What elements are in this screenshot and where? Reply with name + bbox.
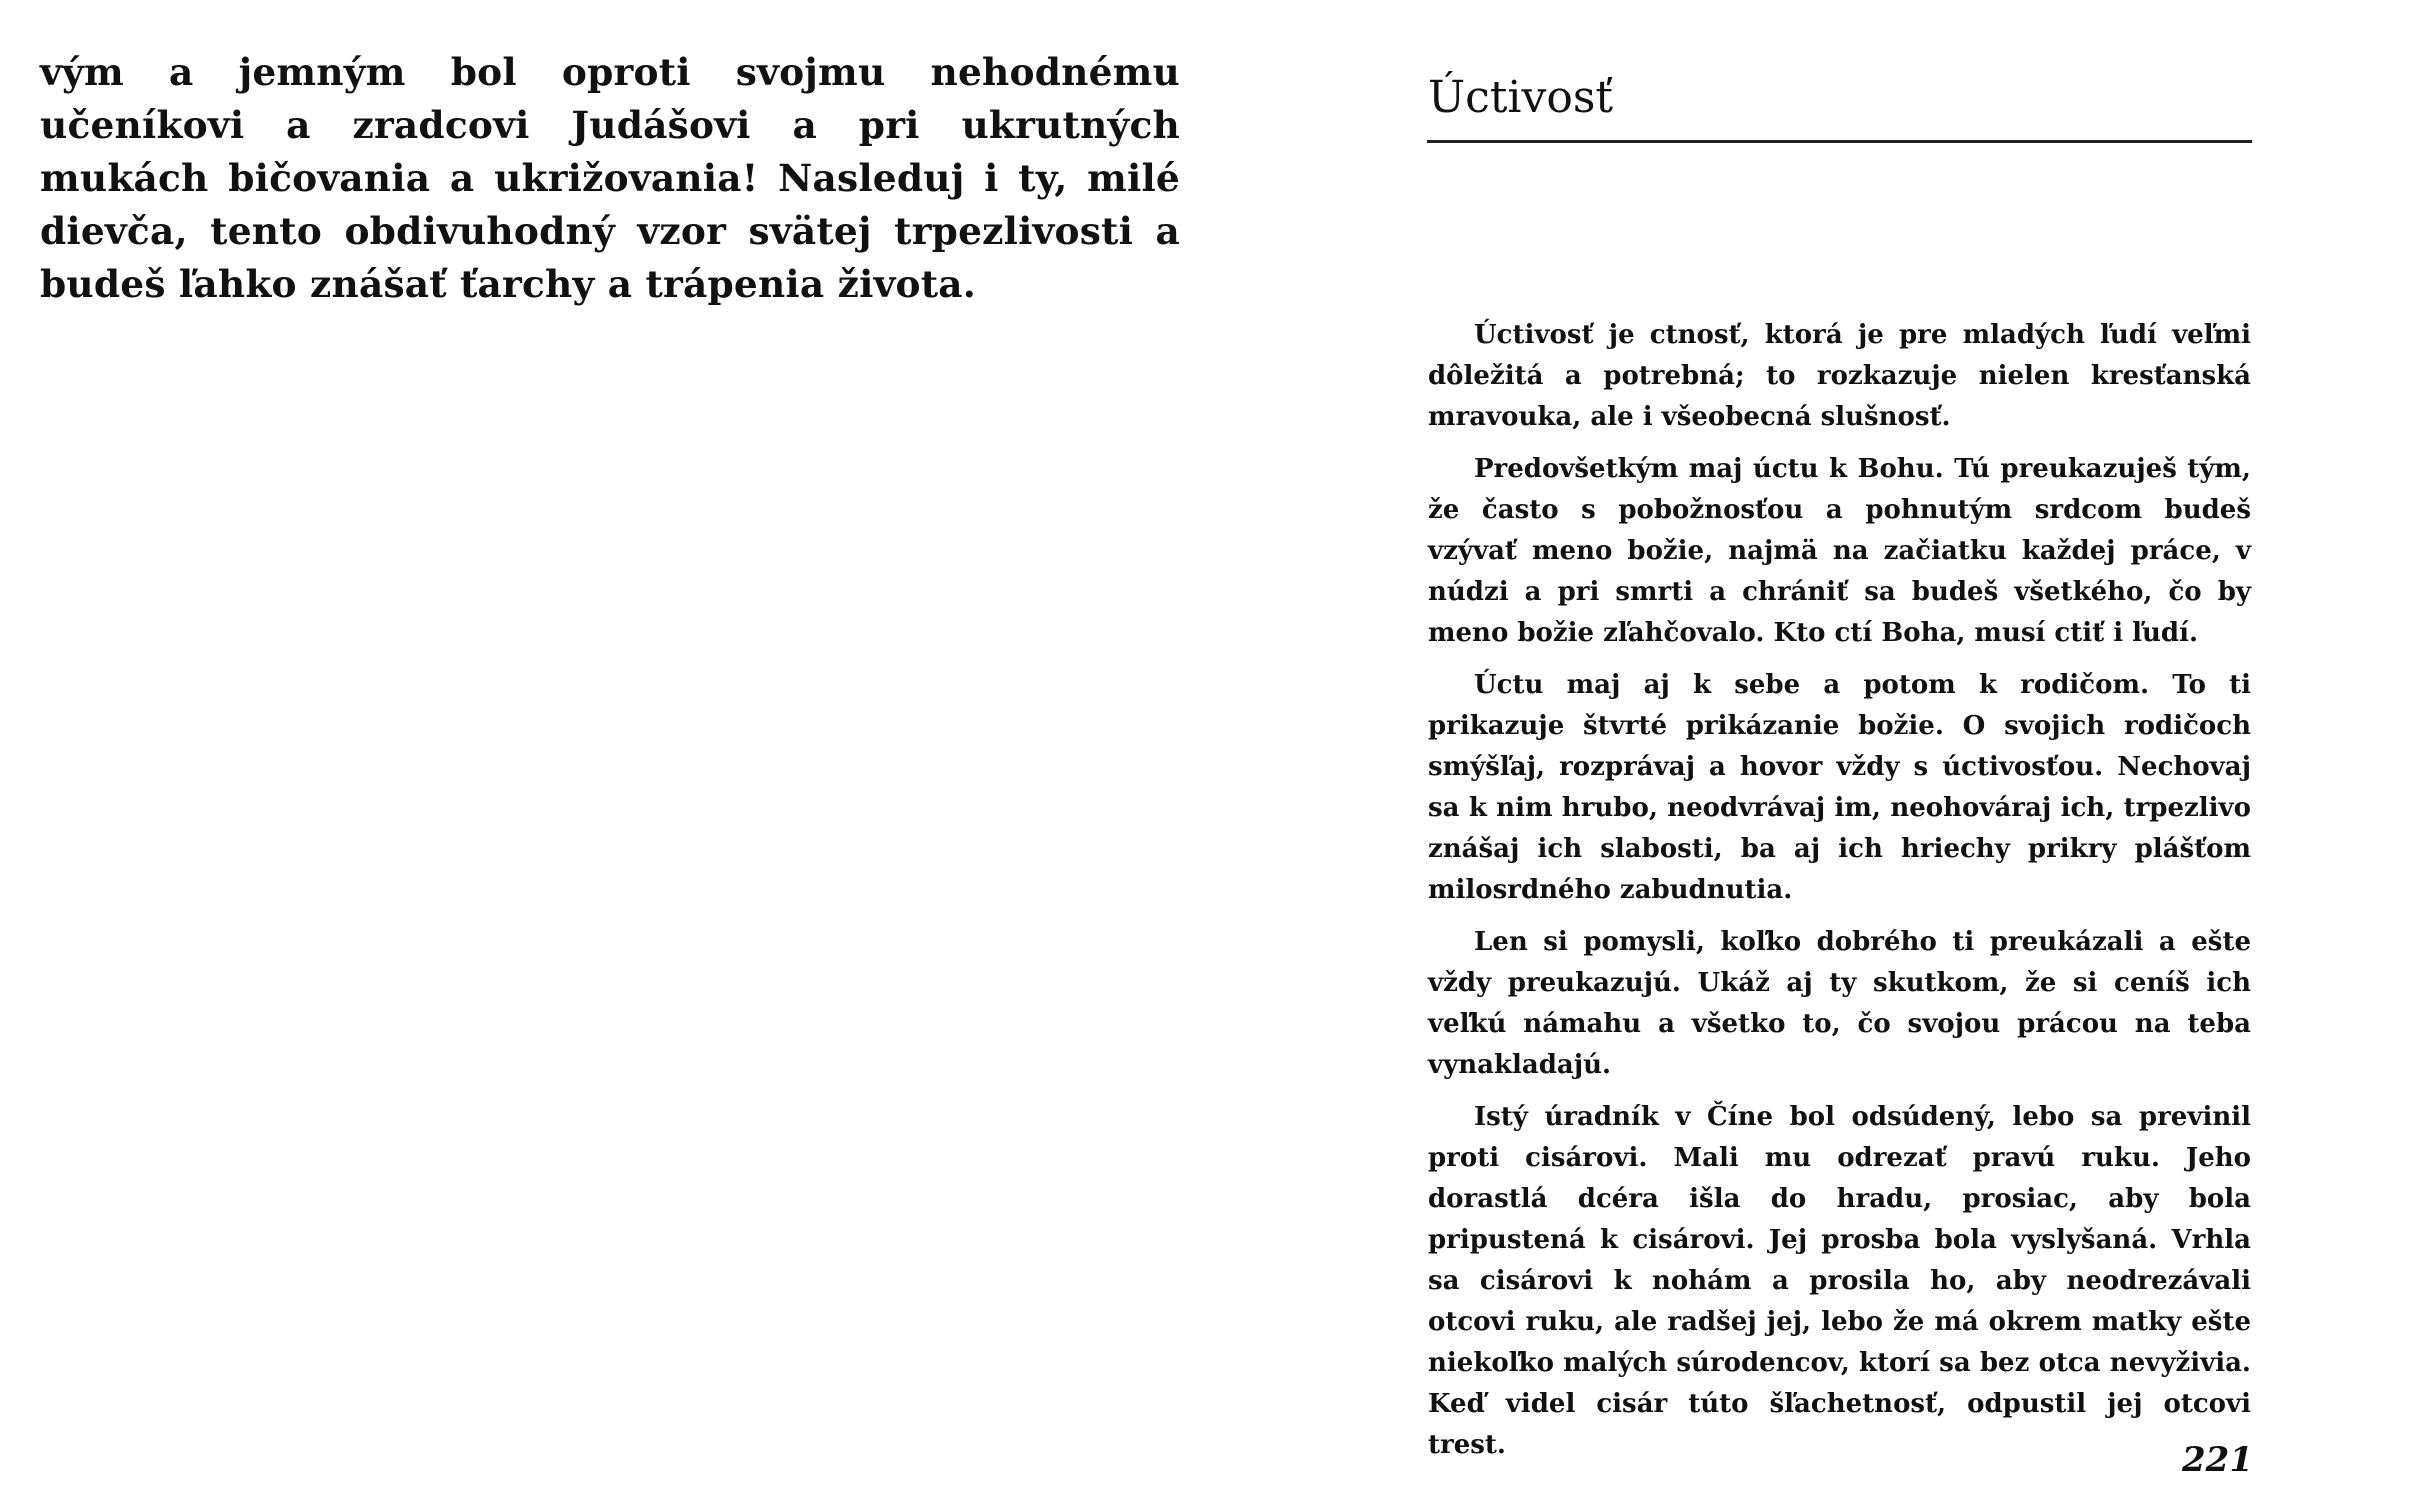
chapter-title: Úctivosť [1428, 72, 1614, 123]
page-number: 221 [2182, 1440, 2253, 1480]
right-page [1210, 0, 2420, 1500]
body-paragraph: Predovšetkým maj úctu k Bohu. Tú preukazuješ tým, že často s pobožnosťou a pohnutým srdcom budeš vzývať meno božie, najmä na začiatku každej práce, v núdzi a pri smrti a chrániť sa budeš všetkého, čo by meno božie zľahčovalo. Kto ctí Boha, musí ctiť i ľudí. [1428, 454, 2251, 648]
body-paragraph: Úctu maj aj k sebe a potom k rodičom. To ti prikazuje štvrté prikázanie božie. O svojich rodičoch smýšľaj, rozprávaj a hovor vždy s úctivosťou. Nechovaj sa k nim hrubo, neodvrávaj im, neohováraj ich, trpezlivo znášaj ich slabosti, ba aj ich hriechy prikry plášťom milosrdného zabudnutia. [1428, 670, 2251, 905]
title-underline [1427, 140, 2252, 143]
body-paragraph: Úctivosť je ctnosť, ktorá je pre mladých ľudí veľmi dôležitá a potrebná; to rozkazuje nielen kresťanská mravouka, ale i všeobecná slušnosť. [1428, 320, 2251, 432]
body-paragraph: Istý úradník v Číne bol odsúdený, lebo sa previnil proti cisárovi. Mali mu odrezať pravú ruku. Jeho dorastlá dcéra išla do hradu, prosiac, aby bola pripustená k cisárovi. Jej prosba bola vyslyšaná. Vrhla sa cisárovi k nohám a prosila ho, aby neodrezávali otcovi ruku, ale radšej jej, lebo že má okrem matky ešte niekoľko malých súrodencov, ktorí sa bez otca nevyživia. Keď videl cisár túto šľachetnosť, odpustil jej otcovi trest. [1428, 1102, 2251, 1460]
body-paragraph: Len si pomysli, koľko dobrého ti preukázali a ešte vždy preukazujú. Ukáž aj ty skutkom, že si ceníš ich veľkú námahu a všetko to, čo svojou prácou na teba vynakladajú. [1428, 927, 2251, 1080]
left-page-paragraph: vým a jemným bol oproti svojmu nehodnému učeníkovi a zradcovi Judášovi a pri ukrutných mukách bičovania a ukrižovania! Nasleduj i ty, milé dievča, tento obdivuhodný vzor svätej trpezlivosti a budeš ľahko znášať ťarchy a trápenia života. [40, 50, 1180, 306]
chapter-body [1428, 315, 2251, 1477]
